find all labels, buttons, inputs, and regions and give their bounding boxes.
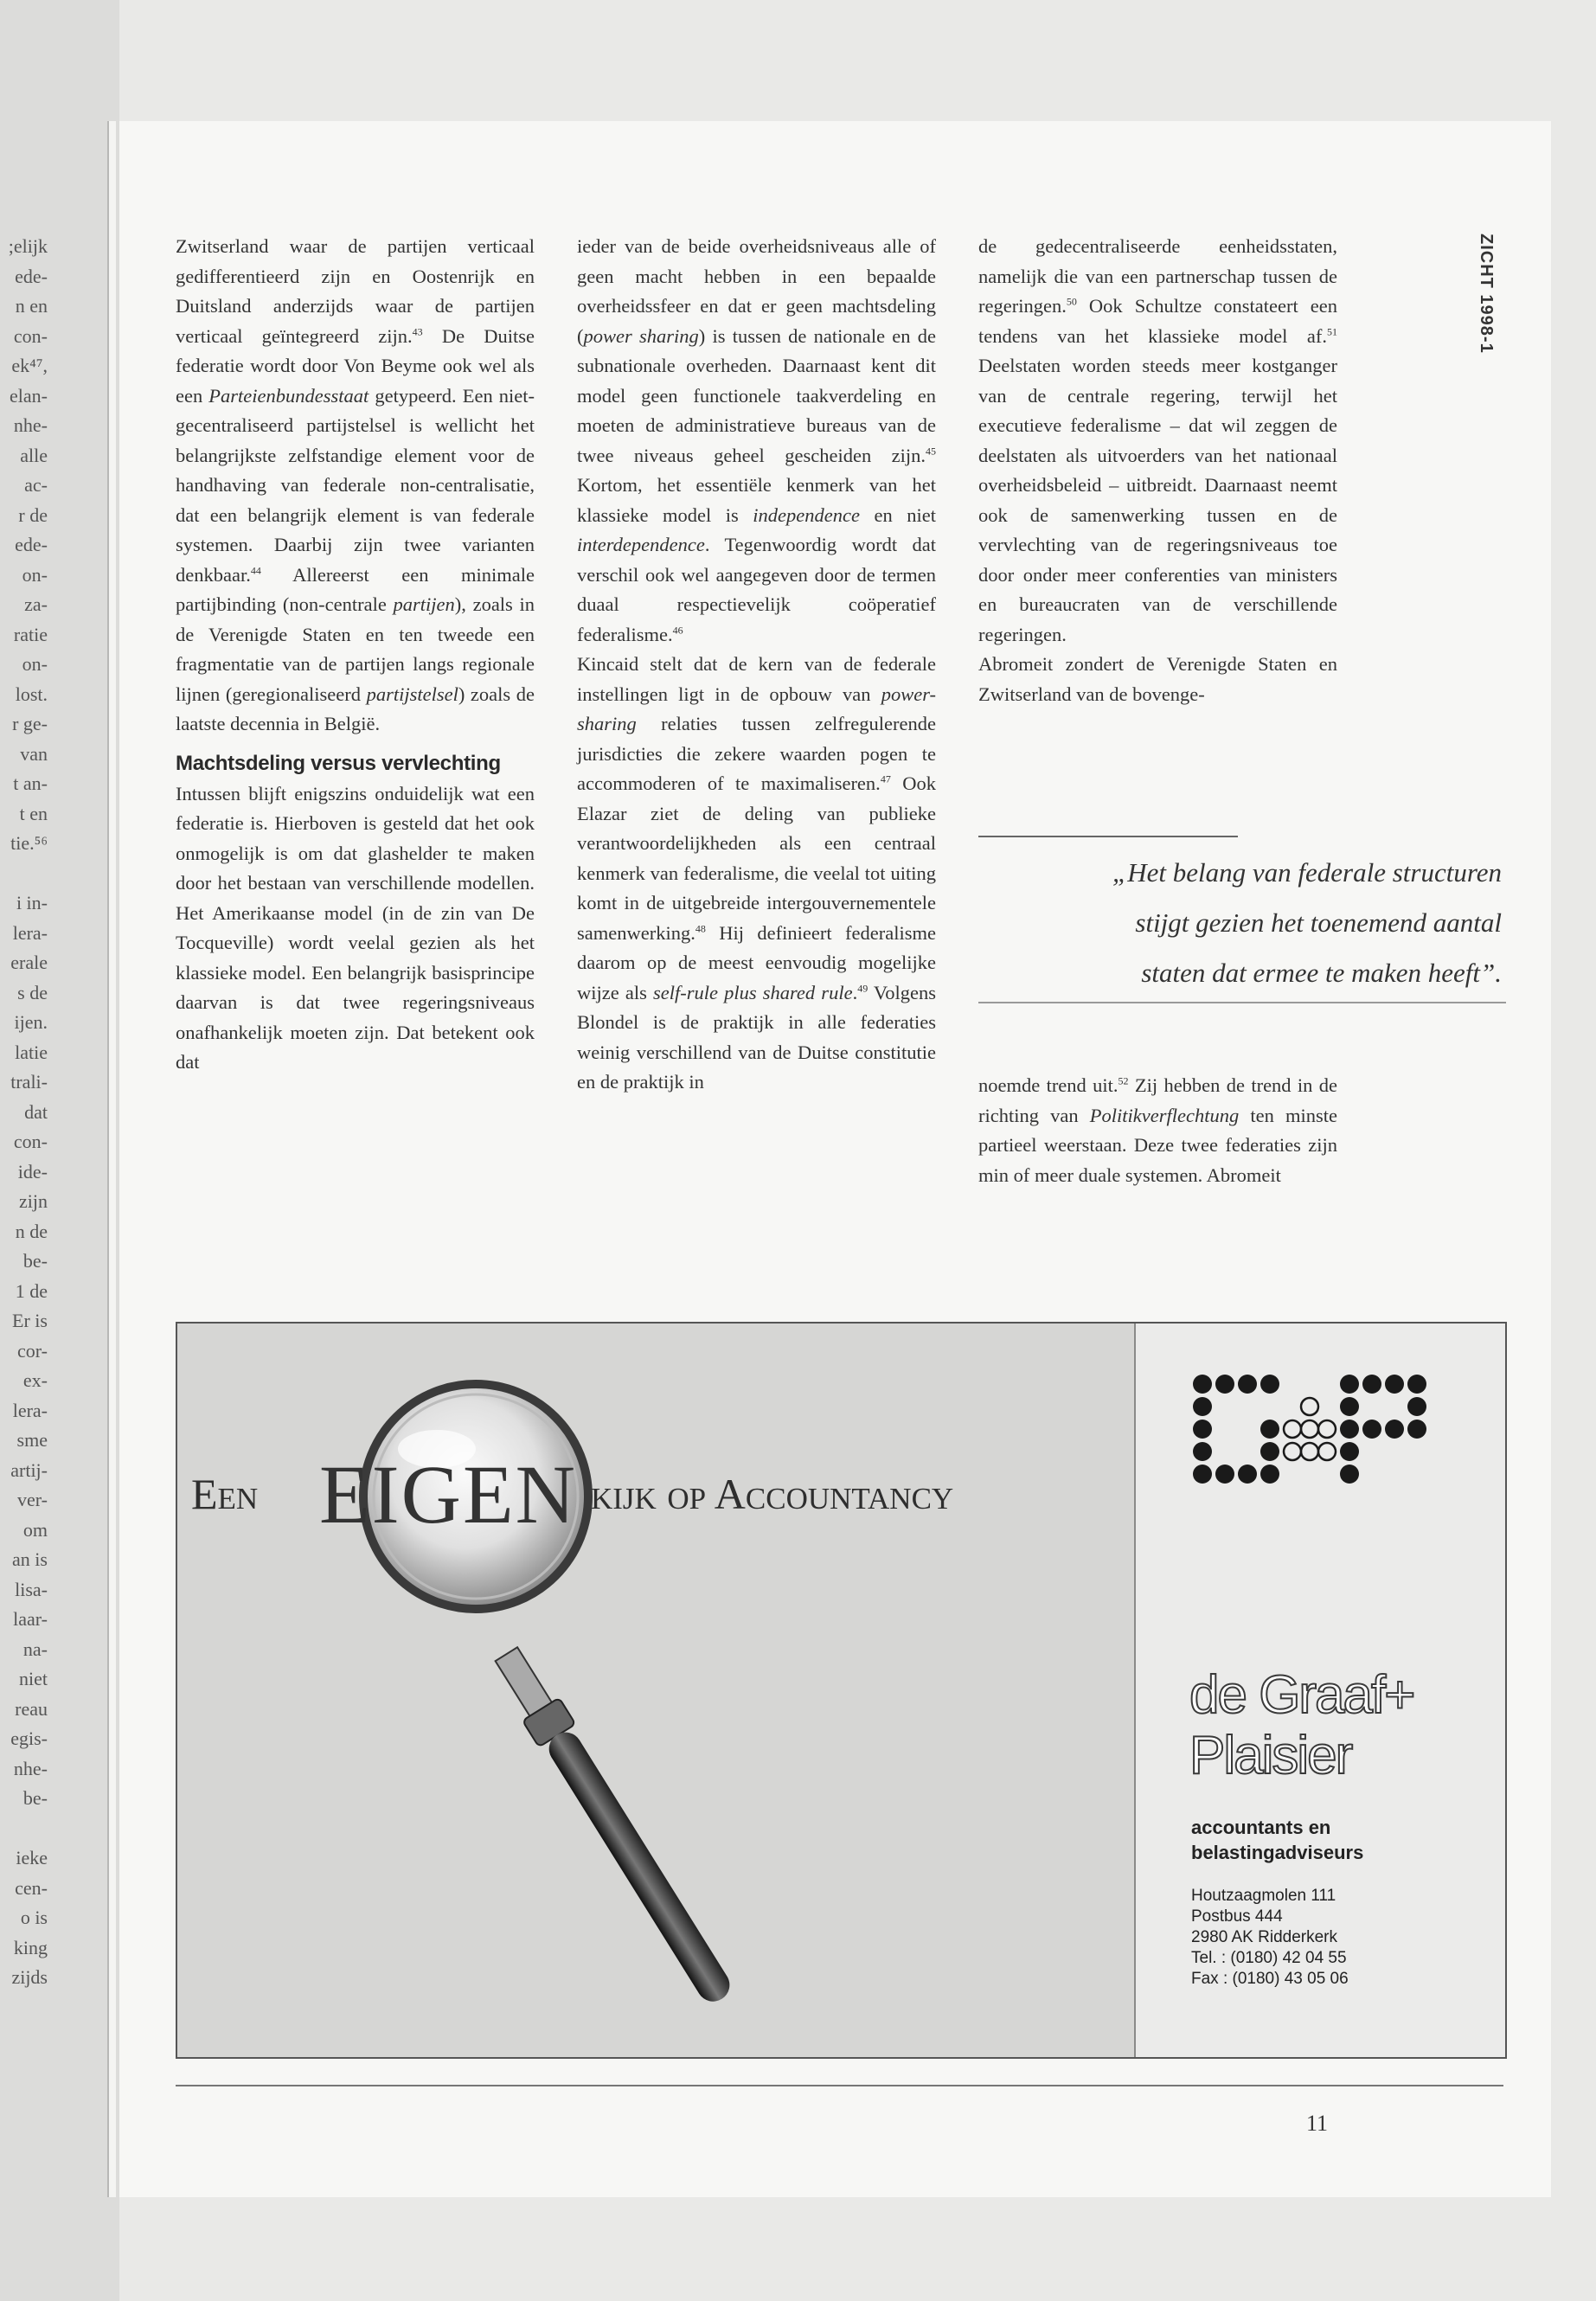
page-gutter	[107, 121, 116, 2197]
footer-rule	[176, 2085, 1503, 2086]
previous-page-fragment: i in-	[16, 892, 48, 913]
text-column-3	[978, 232, 1337, 709]
section-heading: Machtsdeling versus vervlechting	[176, 751, 501, 775]
previous-page-fragment: nhe-	[13, 1757, 48, 1779]
previous-page-text-fragments	[0, 232, 48, 1993]
paragraph: Intussen blijft enigszins onduidelijk wat een federatie is. Hierboven is gesteld dat het ook onmogelijk is om dat glashelder te maken door het bestaan van verschillende modellen. Het Amerikaanse model (in de zin van De Tocqueville) wordt veelal gezien als het klassieke model. Een belangrijk basisprincipe daarvan is dat twee regeringsniveaus onafhankelijk moeten zijn. Dat betekent ook dat	[176, 782, 535, 1073]
previous-page-fragment: lisa-	[15, 1578, 48, 1600]
previous-page-fragment: o is	[20, 1907, 48, 1928]
previous-page-fragment: na-	[22, 1638, 48, 1660]
company-address: Houtzaagmolen 111 Postbus 444 2980 AK Ridderkerk Tel. : (0180) 42 04 55 Fax : (0180) 43 05 06	[1191, 1887, 1349, 1988]
previous-page-fragment: on-	[22, 563, 48, 586]
previous-page-fragment: ex-	[22, 1369, 48, 1391]
paragraph: noemde trend uit.$^{52}$ Zij hebben de trend in de richting van Politikverflechtung ten minste partieel weerstaan. Deze twee federaties zijn min of meer duale systemen. Abromeit	[978, 1074, 1337, 1186]
previous-page-fragment: ijen.	[14, 1011, 48, 1033]
previous-page-fragment: latie	[15, 1041, 48, 1063]
pull-quote-rule-bottom	[978, 1002, 1506, 1003]
pull-quote: „Het belang van federale structuren stijgt gezien het toenemend aantal staten dat ermee te maken heeft”.	[1112, 857, 1502, 988]
previous-page-fragment: be-	[22, 1787, 48, 1809]
paragraph: de gedecentraliseerde eenheidsstaten, namelijk die van een partnerschap tussen de regeringen.$^{50}$ Ook Schultze constateert een tendens van het klassieke model af.$^{51}$ Deelstaten worden steeds meer kostganger van de centrale regering, terwijl het executieve federalisme – dat wil zeggen de deelstaten als uitvoerders van het nationaal overheidsbeleid – uitbreidt. Daarnaast neemt ook de samenwerking tussen en de vervlechting van de regeringsniveaus toe door onder meer conferenties van ministers en bureaucraten van de verschillende regeringen.	[978, 235, 1337, 645]
previous-page-fragment: elan-	[10, 384, 48, 407]
previous-page-fragment: an is	[12, 1548, 48, 1570]
company-tagline: accountants en belastingadviseurs	[1191, 1817, 1364, 1863]
previous-page-fragment: erale	[10, 952, 48, 973]
previous-page-fragment: n en	[15, 295, 48, 317]
journal-issue-label: ZICHT 1998-1	[1477, 234, 1496, 354]
panel-divider	[1134, 1324, 1136, 2057]
previous-page-fragment: r de	[18, 503, 48, 526]
previous-page-fragment: ratie	[13, 623, 48, 645]
previous-page-fragment: king	[13, 1936, 48, 1958]
previous-page-fragment: ver-	[17, 1489, 48, 1510]
previous-page-spine	[0, 0, 119, 2301]
previous-page-fragment: lera-	[12, 921, 48, 944]
previous-page-fragment: 1 de	[15, 1279, 48, 1302]
paragraph: Kincaid stelt dat de kern van de federale instellingen ligt in de opbouw van power-sharing relaties tussen zelfregulerende jurisdicties die zekere waarden pogen te accommoderen of te maximaliseren.$^{47}$ Ook Elazar ziet de deling van publieke verantwoordelijkheden als een centraal kenmerk van federalisme, die veelal tot uiting komt in de uitgebreide intergouvernementele samenwerking.$^{48}$ Hij definieert federalisme daarom op de meest eenvoudig mogelijke wijze als self-rule plus shared rule.$^{49}$ Volgens Blondel is de praktijk in alle federaties weinig verschillend van de Duitse constitutie en de praktijk in	[577, 653, 937, 1093]
previous-page-fragment: t en	[19, 802, 48, 824]
previous-page-fragment: laar-	[13, 1608, 48, 1630]
previous-page-fragment: ;elijk	[8, 235, 48, 257]
paragraph: Zwitserland waar de partijen verticaal gedifferentieerd zijn en Oostenrijk en Duitsland anderzijds waar de partijen verticaal geïntegreerd zijn.$^{43}$ De Duitse federatie wordt door Von Beyme ook wel als een Parteienbundesstaat getypeerd. Een niet-gecentraliseerd partijstelsel is wellicht het belangrijkste zelfstandige element voor de handhaving van federale non-centralisatie, dat een belangrijk element is van federale systemen. Daarbij zijn twee varianten denkbaar.$^{44}$ Allereerst een minimale partijbinding (non-centrale partijen), zoals in de Verenigde Staten en ten tweede een fragmentatie van de partijen langs regionale lijnen (geregionaliseerd partijstelsel) zoals de laatste decennia in België.	[176, 235, 535, 734]
previous-page-fragment: ac-	[24, 474, 48, 496]
page-number: 11	[1306, 2111, 1329, 2136]
text-column-2	[577, 232, 936, 1098]
previous-page-fragment: zijds	[11, 1966, 48, 1988]
previous-page-fragment: cen-	[15, 1876, 48, 1899]
previous-page-fragment: egis-	[10, 1727, 48, 1749]
previous-page-fragment: ieke	[16, 1847, 48, 1868]
previous-page-fragment: trali-	[10, 1071, 48, 1093]
previous-page-fragment: con-	[13, 324, 48, 347]
previous-page-fragment: con-	[13, 1131, 48, 1152]
previous-page-fragment: dat	[24, 1100, 48, 1123]
previous-page-fragment: ede-	[15, 265, 48, 287]
previous-page-fragment: t an-	[13, 772, 48, 794]
previous-page-fragment: n de	[15, 1220, 48, 1242]
previous-page-fragment: om	[22, 1518, 48, 1541]
previous-page-fragment: alle	[20, 444, 48, 466]
previous-page-fragment: artij-	[10, 1458, 48, 1481]
previous-page-fragment: lera-	[12, 1399, 48, 1421]
previous-page-fragment: za-	[24, 593, 48, 615]
advertisement: Een EIGEN kijk op Accountancy de Graaf+ Plaisier accountants en belastingadviseurs Houtzaagmolen 111 Postbus 444 2980 AK Ridderkerk Tel. : (0180) 42 04 55 Fax : (0180) 43 05 06	[176, 1322, 1507, 2059]
previous-page-fragment: on-	[22, 653, 48, 675]
previous-page-fragment	[0, 859, 48, 889]
company-name: de Graaf+ Plaisier	[1189, 1665, 1414, 1785]
previous-page-fragment	[0, 1814, 48, 1844]
paragraph: ieder van de beide overheidsniveaus alle of geen macht hebben in een bepaalde overheidssfeer en dat er geen machtsdeling (power sharing) is tussen de nationale en de subnationale overheden. Daarnaast kent dit model geen functionele taakverdeling en moeten de administratieve bureaus van de twee niveaus geheel gescheiden zijn.$^{45}$ Kortom, het essentiële kenmerk van het klassieke model is independence en niet interdependence. Tegenwoordig wordt dat verschil ook wel aangegeven door de termen duaal respectievelijk coöperatief federalisme.$^{46}$	[577, 235, 936, 645]
previous-page-fragment: zijn	[19, 1190, 48, 1212]
previous-page-fragment: van	[20, 742, 48, 765]
text-column-1	[176, 232, 535, 1078]
company-logo-dots-icon	[1185, 1367, 1445, 1522]
pull-quote-rule-top	[978, 836, 1238, 837]
previous-page-fragment: nhe-	[13, 414, 48, 436]
previous-page-fragment: r ge-	[12, 713, 48, 734]
previous-page-fragment: tie.⁵⁶	[10, 832, 48, 854]
previous-page-fragment: Er is	[12, 1310, 48, 1331]
previous-page-fragment: reau	[15, 1697, 48, 1720]
previous-page-fragment: niet	[19, 1668, 48, 1689]
previous-page-fragment: cor-	[17, 1339, 48, 1362]
previous-page-fragment: be-	[22, 1250, 48, 1272]
previous-page-fragment: ede-	[15, 534, 48, 555]
previous-page-fragment: s de	[17, 981, 48, 1003]
previous-page-fragment: lost.	[15, 683, 48, 705]
paragraph: Abromeit zondert de Verenigde Staten en Zwitserland van de bovenge-	[978, 653, 1337, 705]
previous-page-fragment: ek⁴⁷,	[11, 355, 48, 376]
text-column-3-continued	[978, 1071, 1337, 1190]
previous-page-fragment: ide-	[17, 1160, 48, 1183]
previous-page-fragment: sme	[16, 1429, 48, 1451]
